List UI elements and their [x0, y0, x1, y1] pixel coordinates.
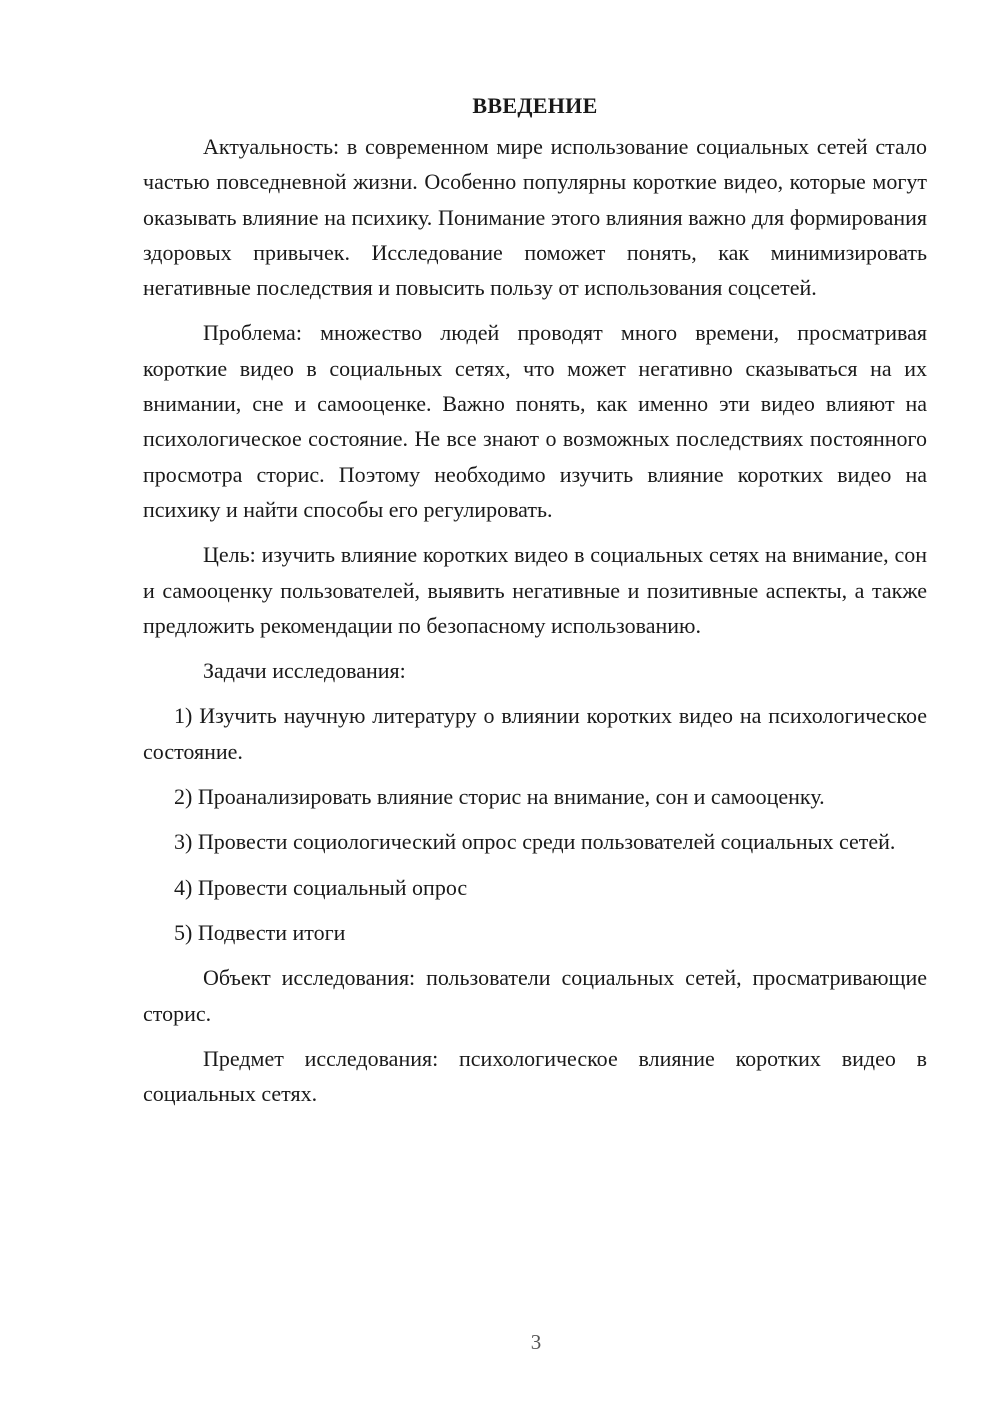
section-title: ВВЕДЕНИЕ: [472, 93, 598, 118]
paragraph-object: Объект исследования: пользователи социальных сетей, просматривающие сторис.: [143, 965, 927, 1026]
task-item: 4) Провести социальный опрос: [174, 874, 468, 900]
task-item: 3) Провести социологический опрос среди пользователей социальных сетей.: [174, 829, 896, 855]
page-number: 3: [530, 1330, 542, 1354]
task-item: 5) Подвести итоги: [174, 919, 346, 945]
task-item: 1) Изучить научную литературу о влиянии коротких видео на психологическое состояние.: [143, 703, 927, 764]
tasks-heading: Задачи исследования:: [203, 658, 406, 684]
paragraph-subject: Предмет исследования: психологическое влияние коротких видео в социальных сетях.: [143, 1045, 927, 1107]
paragraph-goal: Цель: изучить влияние коротких видео в социальных сетях на внимание, сон и самооценку пользователей, выявить негативные и позитивные аспекты, а также предложить рекомендации по безопасному использованию.: [143, 542, 927, 638]
paragraph-problem: Проблема: множество людей проводят много времени, просматривая короткие видео в социальных сетях, что может негативно сказываться на их внимании, сне и самооценке. Важно понять, как именно эти видео влияют на психологическое состояние. Не все знают о возможных последствиях постоянного просмотра сторис. Поэтому необходимо изучить влияние коротких видео на психику и найти способы его регулировать.: [143, 320, 927, 522]
document-page: [143, 88, 927, 1121]
paragraph-relevance: Актуальность: в современном мире использование социальных сетей стало частью повседневной жизни. Особенно популярны короткие видео, которые могут оказывать влияние на психику. Понимание этого влияния важно для формирования здоровых привычек. Исследование поможет понять, как минимизировать негативные последствия и повысить пользу от использования соцсетей.: [143, 134, 927, 301]
task-item: 2) Проанализировать влияние сторис на внимание, сон и самооценку.: [174, 784, 825, 810]
